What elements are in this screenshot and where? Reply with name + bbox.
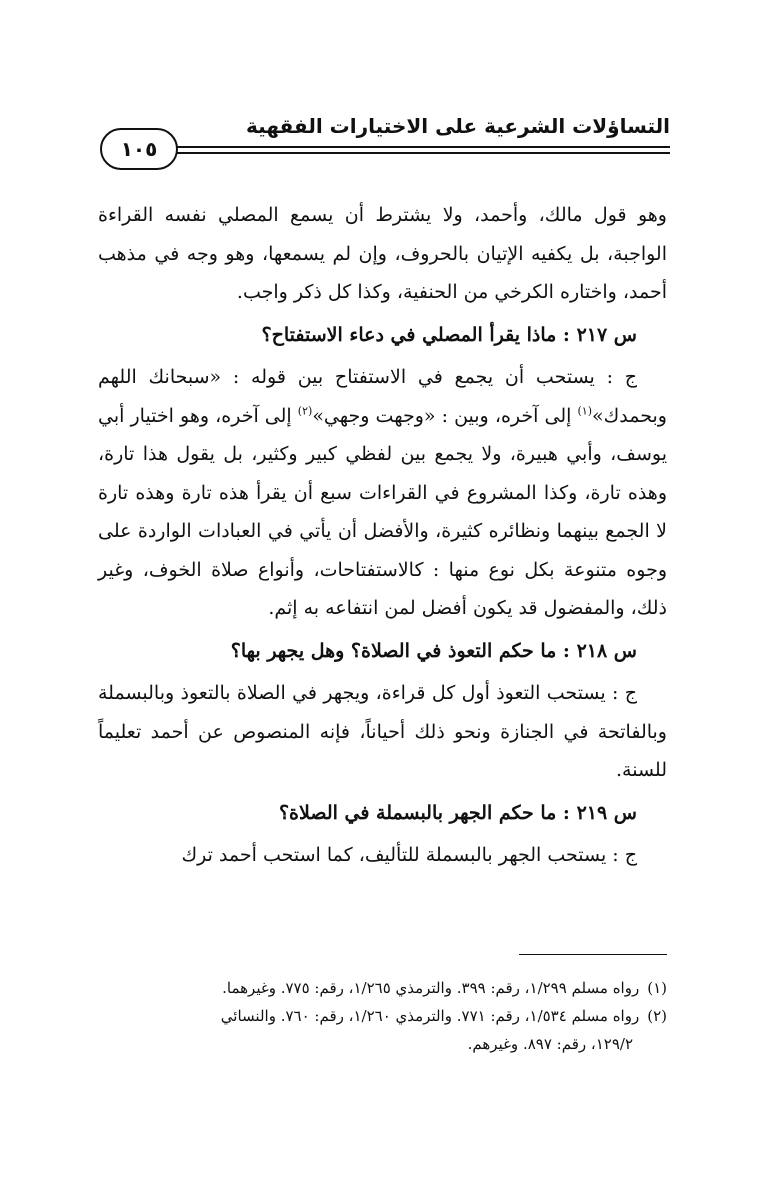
footnote-1-text: رواه مسلم ١/٢٩٩، رقم: ٣٩٩. والترمذي ١/٢٦٥، رقم: ٧٧٥. وغيرهما. (222, 979, 640, 997)
header-rule-bottom (176, 152, 670, 154)
answer-217 (98, 358, 667, 628)
running-header (100, 108, 670, 160)
footnote-2-marker: (٢) (647, 1007, 667, 1025)
footnote-2 (98, 1002, 667, 1058)
footnote-1-marker: (١) (647, 979, 667, 997)
question-217: س ٢١٧ : ماذا يقرأ المصلي في دعاء الاستفتاح؟ (261, 323, 637, 346)
answer-217-text-b: إلى آخره، وبين : «وجهت وجهي» (312, 404, 578, 427)
footnote-2-text: رواه مسلم ١/٥٣٤، رقم: ٧٧١. والترمذي ١/٢٦٠، رقم: ٧٦٠. والنسائي (220, 1007, 640, 1025)
answer-218: ج : يستحب التعوذ أول كل قراءة، ويجهر في الصلاة بالتعوذ وبالبسملة وبالفاتحة في الجنازة ونحو ذلك أحياناً، فإنه المنصوص عن أحمد تعليماً للسنة. (98, 682, 667, 781)
answer-217-text-c: إلى آخره، وهو اختيار أبي يوسف، وأبي هبيرة، ولا يجمع بين لفظي كبير وكثير، بل يقول هذا تارة، وهذه تارة، وكذا المشروع في القراءات سبع أن يقرأ هذه تارة وهذه تارة لا الجمع بينهما ونظائره كثيرة، والأفضل أن يأتي في العبادات الواردة على وجوه متنوعة بكل نوع منها : كالاستفتاحات، وأنواع صلاة الخوف، وغير ذلك، والمفضول قد يكون أفضل لمن انتفاعه به إثم. (98, 404, 667, 619)
header-rule-top (176, 146, 670, 148)
footnote-1 (98, 974, 667, 1002)
footnote-separator (519, 954, 667, 955)
page-number: ١٠٥ (100, 128, 178, 170)
footnote-2-continuation: ١٢٩/٢، رقم: ٨٩٧. وغيرهم. (467, 1035, 633, 1053)
answer-217-text-a: ج : يستحب أن يجمع في الاستفتاح بين قوله : «سبحانك اللهم وبحمدك» (98, 366, 667, 427)
main-text (98, 196, 667, 875)
footnote-ref-2[interactable]: (٢) (297, 404, 313, 418)
book-title: التساؤلات الشرعية على الاختيارات الفقهية (246, 114, 670, 138)
question-218: س ٢١٨ : ما حكم التعوذ في الصلاة؟ وهل يجهر بها؟ (230, 639, 637, 662)
footnotes (98, 974, 667, 1058)
question-219: س ٢١٩ : ما حكم الجهر بالبسملة في الصلاة؟ (278, 801, 637, 824)
paragraph-intro: وهو قول مالك، وأحمد، ولا يشترط أن يسمع المصلي نفسه القراءة الواجبة، بل يكفيه الإتيان بالحروف، وإن لم يسمعها، وهو وجه في مذهب أحمد، واختاره الكرخي من الحنفية، وكذا كل ذكر واجب. (98, 204, 667, 303)
footnote-ref-1[interactable]: (١) (577, 404, 592, 418)
answer-219: ج : يستحب الجهر بالبسملة للتأليف، كما استحب أحمد ترك (181, 844, 637, 866)
